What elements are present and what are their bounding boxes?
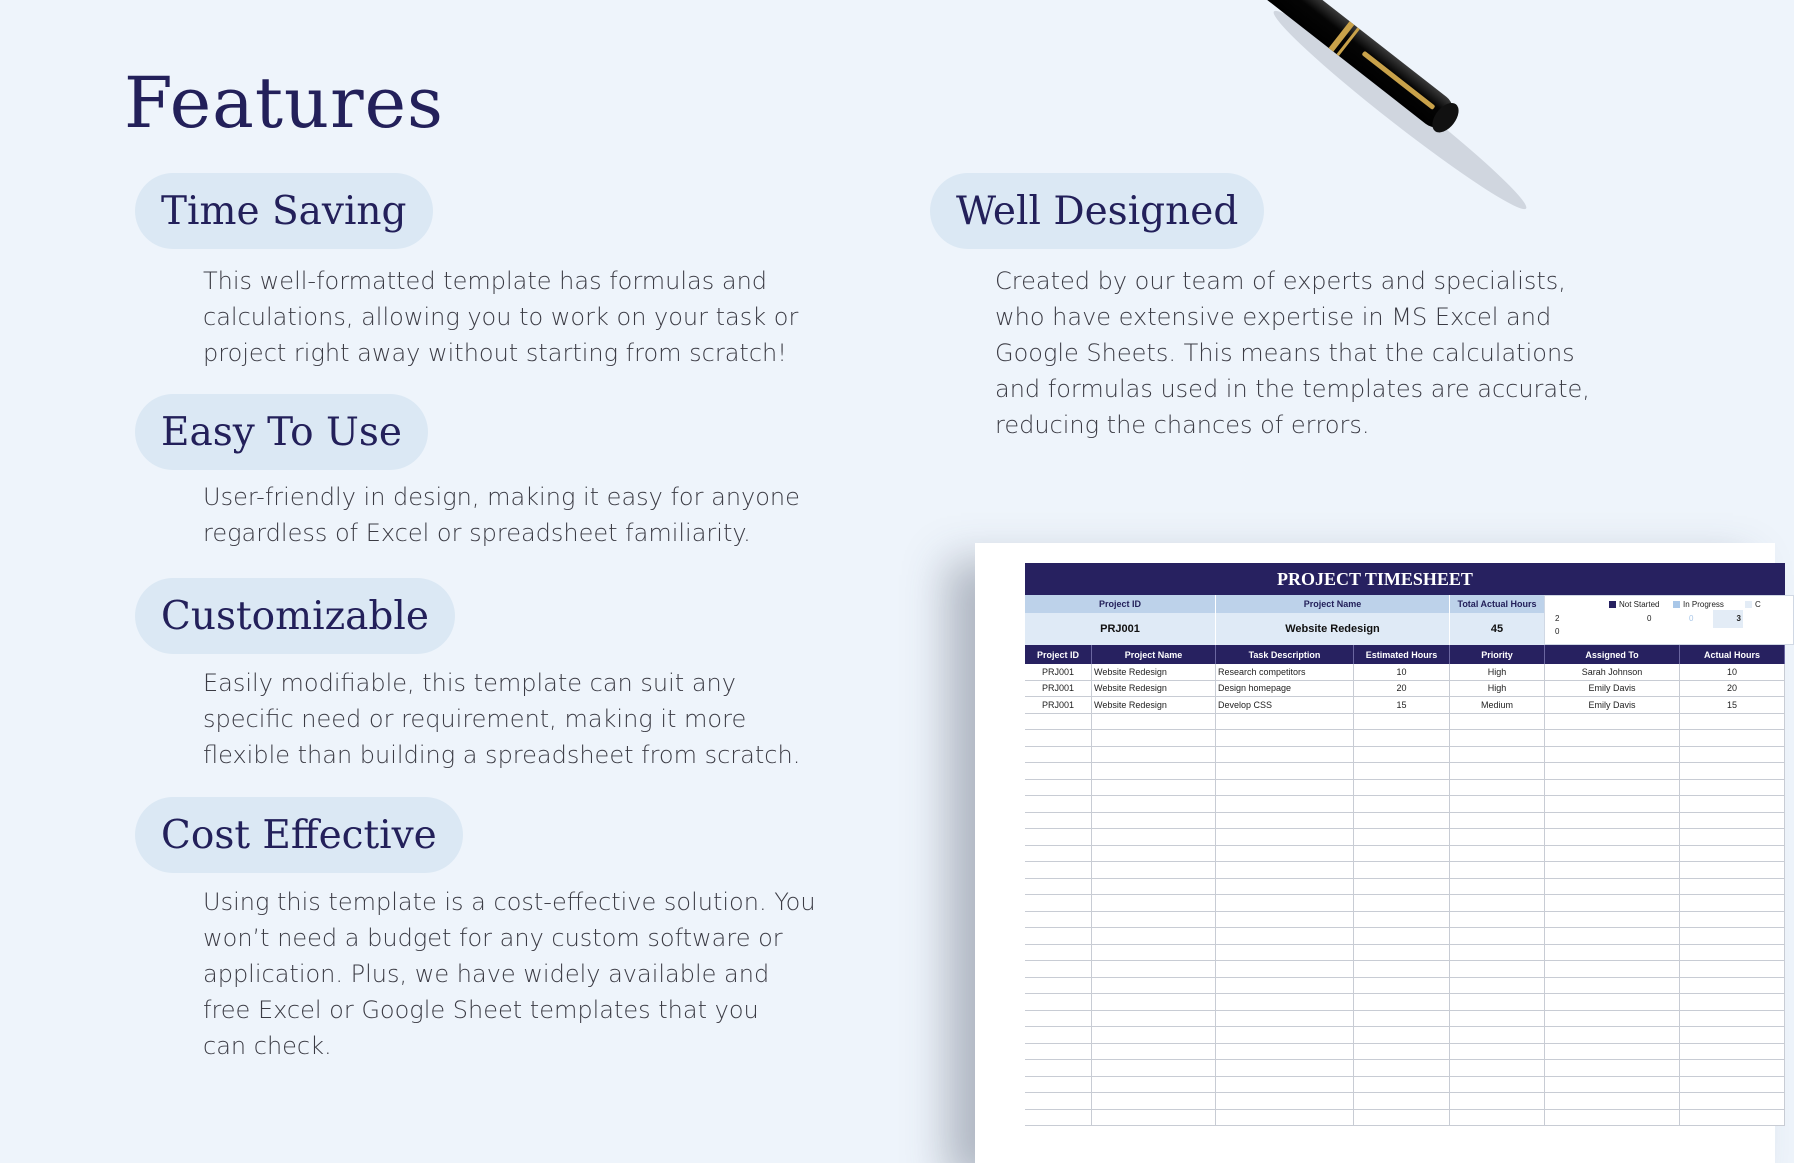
- table-cell[interactable]: [1354, 862, 1450, 879]
- table-cell[interactable]: PRJ001: [1025, 681, 1092, 698]
- desc-line: free Excel or Google Sheet templates that you: [203, 996, 759, 1024]
- desc-line: Created by our team of experts and specialists,: [995, 267, 1566, 295]
- table-row: [1025, 879, 1785, 896]
- table-cell[interactable]: [1545, 1093, 1680, 1110]
- table-cell[interactable]: [1680, 1044, 1785, 1061]
- table-cell[interactable]: [1216, 813, 1354, 830]
- table-cell[interactable]: [1092, 912, 1216, 929]
- table-row: [1025, 1044, 1785, 1061]
- table-cell[interactable]: [1545, 829, 1680, 846]
- table-cell[interactable]: [1216, 961, 1354, 978]
- table-body: [1025, 664, 1785, 1126]
- table-cell[interactable]: [1216, 912, 1354, 929]
- table-cell[interactable]: [1450, 879, 1545, 896]
- chart-value: 0: [1555, 627, 1560, 636]
- table-cell[interactable]: [1545, 928, 1680, 945]
- table-row: [1025, 747, 1785, 764]
- table-cell[interactable]: [1354, 747, 1450, 764]
- table-cell[interactable]: PRJ001: [1025, 664, 1092, 681]
- table-cell[interactable]: [1025, 763, 1092, 780]
- table-cell[interactable]: [1545, 994, 1680, 1011]
- legend-label: Not Started: [1619, 600, 1660, 609]
- table-cell[interactable]: [1354, 1011, 1450, 1028]
- table-cell[interactable]: [1025, 813, 1092, 830]
- table-cell[interactable]: [1092, 714, 1216, 731]
- table-cell[interactable]: [1680, 1077, 1785, 1094]
- table-cell[interactable]: Medium: [1450, 697, 1545, 714]
- table-cell[interactable]: [1680, 862, 1785, 879]
- table-cell[interactable]: [1680, 763, 1785, 780]
- table-cell[interactable]: [1450, 862, 1545, 879]
- table-cell[interactable]: Research competitors: [1216, 664, 1354, 681]
- table-cell[interactable]: [1450, 945, 1545, 962]
- table-row: [1025, 994, 1785, 1011]
- table-cell[interactable]: Develop CSS: [1216, 697, 1354, 714]
- table-row: [1025, 928, 1785, 945]
- table-cell[interactable]: [1092, 763, 1216, 780]
- table-cell[interactable]: [1025, 1077, 1092, 1094]
- table-cell[interactable]: [1025, 994, 1092, 1011]
- table-cell[interactable]: [1450, 895, 1545, 912]
- table-row: [1025, 829, 1785, 846]
- table-cell[interactable]: High: [1450, 664, 1545, 681]
- table-cell[interactable]: [1545, 1044, 1680, 1061]
- table-cell[interactable]: [1092, 945, 1216, 962]
- desc-line: flexible than building a spreadsheet from scratch.: [203, 741, 801, 769]
- table-cell[interactable]: [1680, 879, 1785, 896]
- table-cell[interactable]: [1216, 879, 1354, 896]
- table-cell[interactable]: [1025, 862, 1092, 879]
- meta-header-project-name: Project Name: [1216, 595, 1450, 613]
- table-cell[interactable]: 20: [1354, 681, 1450, 698]
- meta-value-project-id[interactable]: PRJ001: [1025, 613, 1216, 645]
- table-cell[interactable]: [1680, 895, 1785, 912]
- table-cell[interactable]: 15: [1680, 697, 1785, 714]
- table-cell[interactable]: [1545, 763, 1680, 780]
- table-cell[interactable]: [1025, 928, 1092, 945]
- chart-value: 0: [1647, 614, 1652, 623]
- table-cell[interactable]: [1025, 945, 1092, 962]
- table-cell[interactable]: [1545, 912, 1680, 929]
- table-cell[interactable]: [1354, 895, 1450, 912]
- table-row: [1025, 862, 1785, 879]
- desc-line: Easily modifiable, this template can suit any: [203, 669, 736, 697]
- table-row: [1025, 697, 1785, 714]
- table-cell[interactable]: [1545, 1011, 1680, 1028]
- table-cell[interactable]: [1216, 829, 1354, 846]
- table-cell[interactable]: [1354, 1093, 1450, 1110]
- table-cell[interactable]: [1092, 796, 1216, 813]
- table-cell[interactable]: [1545, 1060, 1680, 1077]
- table-cell[interactable]: [1545, 862, 1680, 879]
- legend-label: In Progress: [1683, 600, 1724, 609]
- table-cell[interactable]: [1680, 994, 1785, 1011]
- feature-customizable-title: Customizable: [135, 578, 455, 654]
- desc-line: application. Plus, we have widely available and: [203, 960, 770, 988]
- table-cell[interactable]: [1354, 945, 1450, 962]
- table-cell[interactable]: [1025, 1011, 1092, 1028]
- legend-swatch: [1745, 601, 1752, 608]
- table-cell[interactable]: [1450, 912, 1545, 929]
- page-title: Features: [124, 62, 444, 144]
- feature-time-saving-title: Time Saving: [135, 173, 433, 249]
- table-cell[interactable]: [1216, 928, 1354, 945]
- desc-line: reducing the chances of errors.: [995, 411, 1370, 439]
- table-cell[interactable]: [1450, 1027, 1545, 1044]
- table-cell[interactable]: [1680, 730, 1785, 747]
- table-cell[interactable]: [1680, 978, 1785, 995]
- table-cell[interactable]: [1545, 796, 1680, 813]
- table-cell[interactable]: [1354, 994, 1450, 1011]
- table-cell[interactable]: [1092, 862, 1216, 879]
- table-cell[interactable]: [1450, 846, 1545, 863]
- column-header[interactable]: Estimated Hours: [1354, 645, 1450, 664]
- table-cell[interactable]: 10: [1354, 664, 1450, 681]
- table-cell[interactable]: PRJ001: [1025, 697, 1092, 714]
- table-cell[interactable]: [1025, 780, 1092, 797]
- table-cell[interactable]: [1354, 813, 1450, 830]
- column-header[interactable]: Priority: [1450, 645, 1545, 664]
- table-cell[interactable]: 10: [1680, 664, 1785, 681]
- column-header[interactable]: Project Name: [1092, 645, 1216, 664]
- table-cell[interactable]: [1092, 1077, 1216, 1094]
- meta-value-project-name[interactable]: Website Redesign: [1216, 613, 1450, 645]
- column-header[interactable]: Task Description: [1216, 645, 1354, 664]
- table-cell[interactable]: [1450, 994, 1545, 1011]
- table-cell[interactable]: [1354, 879, 1450, 896]
- table-cell[interactable]: 15: [1354, 697, 1450, 714]
- table-cell[interactable]: Website Redesign: [1092, 664, 1216, 681]
- timesheet: [1025, 563, 1785, 1126]
- table-cell[interactable]: [1354, 763, 1450, 780]
- table-cell[interactable]: [1216, 763, 1354, 780]
- table-row: [1025, 730, 1785, 747]
- table-row: [1025, 978, 1785, 995]
- table-cell[interactable]: Website Redesign: [1092, 697, 1216, 714]
- table-cell[interactable]: [1092, 813, 1216, 830]
- table-cell[interactable]: [1354, 714, 1450, 731]
- table-cell[interactable]: [1025, 1060, 1092, 1077]
- feature-well-designed-text: [995, 263, 1590, 443]
- feature-cost-effective-title: Cost Effective: [135, 797, 463, 873]
- desc-line: calculations, allowing you to work on your task or: [203, 303, 799, 331]
- table-cell[interactable]: [1545, 813, 1680, 830]
- table-cell[interactable]: Emily Davis: [1545, 697, 1680, 714]
- table-cell[interactable]: [1450, 1077, 1545, 1094]
- table-cell[interactable]: [1545, 879, 1680, 896]
- table-cell[interactable]: [1450, 747, 1545, 764]
- table-cell[interactable]: [1025, 879, 1092, 896]
- table-cell[interactable]: [1354, 1077, 1450, 1094]
- table-cell[interactable]: [1216, 747, 1354, 764]
- table-cell[interactable]: [1025, 796, 1092, 813]
- table-cell[interactable]: [1450, 1060, 1545, 1077]
- table-cell[interactable]: [1025, 846, 1092, 863]
- table-cell[interactable]: [1092, 1011, 1216, 1028]
- table-cell[interactable]: [1216, 1027, 1354, 1044]
- table-cell[interactable]: Website Redesign: [1092, 681, 1216, 698]
- table-row: [1025, 1011, 1785, 1028]
- table-cell[interactable]: [1450, 961, 1545, 978]
- desc-line: User-friendly in design, making it easy for anyone: [203, 483, 800, 511]
- desc-line: who have extensive expertise in MS Excel and: [995, 303, 1552, 331]
- legend-swatch: [1673, 601, 1680, 608]
- table-cell[interactable]: [1025, 730, 1092, 747]
- table-cell[interactable]: [1025, 747, 1092, 764]
- table-cell[interactable]: [1545, 714, 1680, 731]
- table-cell[interactable]: [1092, 994, 1216, 1011]
- table-cell[interactable]: [1092, 1110, 1216, 1127]
- table-cell[interactable]: [1216, 730, 1354, 747]
- timesheet-title: PROJECT TIMESHEET: [1025, 563, 1785, 595]
- table-cell[interactable]: [1680, 846, 1785, 863]
- table-cell[interactable]: [1545, 730, 1680, 747]
- table-cell[interactable]: [1025, 978, 1092, 995]
- table-cell[interactable]: [1354, 730, 1450, 747]
- table-cell[interactable]: Design homepage: [1216, 681, 1354, 698]
- table-row: [1025, 714, 1785, 731]
- desc-line: Google Sheets. This means that the calculations: [995, 339, 1575, 367]
- table-cell[interactable]: [1025, 1110, 1092, 1127]
- table-cell[interactable]: [1545, 895, 1680, 912]
- legend-completed: [1745, 600, 1761, 609]
- table-cell[interactable]: [1680, 1110, 1785, 1127]
- table-cell[interactable]: [1092, 1027, 1216, 1044]
- table-cell[interactable]: [1450, 829, 1545, 846]
- table-cell[interactable]: [1092, 928, 1216, 945]
- table-cell[interactable]: [1680, 912, 1785, 929]
- table-cell[interactable]: [1545, 846, 1680, 863]
- table-cell[interactable]: [1025, 1093, 1092, 1110]
- table-cell[interactable]: [1354, 928, 1450, 945]
- table-row: [1025, 681, 1785, 698]
- table-cell[interactable]: [1025, 829, 1092, 846]
- table-cell[interactable]: [1680, 780, 1785, 797]
- table-cell[interactable]: [1545, 1077, 1680, 1094]
- status-chart-legend: [1544, 595, 1794, 645]
- table-cell[interactable]: [1354, 780, 1450, 797]
- table-cell[interactable]: [1450, 813, 1545, 830]
- table-cell[interactable]: [1545, 1027, 1680, 1044]
- desc-line: can check.: [203, 1032, 332, 1060]
- table-cell[interactable]: [1092, 895, 1216, 912]
- table-row: [1025, 763, 1785, 780]
- table-cell[interactable]: [1354, 978, 1450, 995]
- legend-in-progress: [1673, 600, 1724, 609]
- table-row: [1025, 1110, 1785, 1127]
- meta-header-project-id: Project ID: [1025, 595, 1216, 613]
- table-cell[interactable]: [1216, 862, 1354, 879]
- table-cell[interactable]: [1545, 780, 1680, 797]
- table-cell[interactable]: [1545, 961, 1680, 978]
- chart-value: 2: [1555, 614, 1560, 623]
- table-cell[interactable]: [1216, 846, 1354, 863]
- table-header-row: [1025, 645, 1785, 664]
- table-cell[interactable]: [1216, 1044, 1354, 1061]
- table-row: [1025, 1060, 1785, 1077]
- meta-value-total-hours[interactable]: 45: [1450, 613, 1545, 645]
- desc-line: and formulas used in the templates are accurate,: [995, 375, 1590, 403]
- table-cell[interactable]: [1092, 780, 1216, 797]
- table-cell[interactable]: [1680, 1027, 1785, 1044]
- table-cell[interactable]: [1680, 796, 1785, 813]
- legend-label: C: [1755, 600, 1761, 609]
- chart-value: 3: [1713, 610, 1743, 628]
- table-cell[interactable]: [1680, 945, 1785, 962]
- table-cell[interactable]: [1450, 763, 1545, 780]
- table-cell[interactable]: [1680, 747, 1785, 764]
- table-cell[interactable]: [1545, 1110, 1680, 1127]
- table-row: [1025, 1027, 1785, 1044]
- table-cell[interactable]: [1216, 945, 1354, 962]
- table-cell[interactable]: [1092, 1044, 1216, 1061]
- chart-value: 0: [1689, 614, 1694, 623]
- feature-easy-to-use-title: Easy To Use: [135, 394, 428, 470]
- table-cell[interactable]: High: [1450, 681, 1545, 698]
- table-row: [1025, 945, 1785, 962]
- table-cell[interactable]: [1354, 1110, 1450, 1127]
- table-cell[interactable]: [1354, 846, 1450, 863]
- table-cell[interactable]: [1545, 978, 1680, 995]
- table-cell[interactable]: [1450, 1110, 1545, 1127]
- table-cell[interactable]: [1216, 978, 1354, 995]
- table-cell[interactable]: [1680, 961, 1785, 978]
- table-cell[interactable]: [1680, 829, 1785, 846]
- feature-customizable-text: [203, 665, 800, 773]
- table-cell[interactable]: [1025, 1044, 1092, 1061]
- desc-line: won’t need a budget for any custom software or: [203, 924, 783, 952]
- table-cell[interactable]: [1680, 1011, 1785, 1028]
- table-cell[interactable]: [1354, 796, 1450, 813]
- meta-header-total-hours: Total Actual Hours: [1450, 595, 1545, 613]
- table-cell[interactable]: [1450, 796, 1545, 813]
- table-cell[interactable]: [1025, 714, 1092, 731]
- table-cell[interactable]: [1092, 1060, 1216, 1077]
- table-cell[interactable]: Emily Davis: [1545, 681, 1680, 698]
- table-row: [1025, 846, 1785, 863]
- table-cell[interactable]: [1025, 961, 1092, 978]
- table-cell[interactable]: [1216, 780, 1354, 797]
- feature-well-designed-title: Well Designed: [930, 173, 1264, 249]
- desc-line: specific need or requirement, making it more: [203, 705, 747, 733]
- table-cell[interactable]: [1092, 978, 1216, 995]
- table-cell[interactable]: [1092, 730, 1216, 747]
- feature-time-saving-text: [203, 263, 798, 371]
- table-cell[interactable]: [1025, 895, 1092, 912]
- table-row: [1025, 912, 1785, 929]
- table-cell[interactable]: [1025, 1027, 1092, 1044]
- table-cell[interactable]: [1354, 912, 1450, 929]
- table-cell[interactable]: [1680, 1060, 1785, 1077]
- column-header[interactable]: Project ID: [1025, 645, 1092, 664]
- table-cell[interactable]: [1216, 895, 1354, 912]
- column-header[interactable]: Actual Hours: [1680, 645, 1785, 664]
- table-cell[interactable]: [1545, 945, 1680, 962]
- table-cell[interactable]: [1216, 714, 1354, 731]
- table-cell[interactable]: [1216, 1077, 1354, 1094]
- table-cell[interactable]: [1450, 730, 1545, 747]
- table-row: [1025, 664, 1785, 681]
- table-cell[interactable]: [1450, 1093, 1545, 1110]
- table-cell[interactable]: [1680, 813, 1785, 830]
- table-row: [1025, 780, 1785, 797]
- desc-line: Using this template is a cost-effective solution. You: [203, 888, 816, 916]
- desc-line: regardless of Excel or spreadsheet familiarity.: [203, 519, 751, 547]
- table-cell[interactable]: [1680, 1093, 1785, 1110]
- table-cell[interactable]: [1092, 747, 1216, 764]
- table-cell[interactable]: [1216, 1060, 1354, 1077]
- table-row: [1025, 1077, 1785, 1094]
- table-cell[interactable]: [1092, 829, 1216, 846]
- table-cell[interactable]: [1450, 780, 1545, 797]
- table-row: [1025, 796, 1785, 813]
- table-row: [1025, 961, 1785, 978]
- table-row: [1025, 1093, 1785, 1110]
- table-cell[interactable]: [1354, 961, 1450, 978]
- table-cell[interactable]: [1450, 714, 1545, 731]
- table-cell[interactable]: Sarah Johnson: [1545, 664, 1680, 681]
- table-cell[interactable]: [1354, 829, 1450, 846]
- spreadsheet-preview: [975, 543, 1775, 1163]
- table-cell[interactable]: [1216, 1011, 1354, 1028]
- table-cell[interactable]: [1092, 846, 1216, 863]
- desc-line: project right away without starting from scratch!: [203, 339, 787, 367]
- table-cell[interactable]: [1354, 1027, 1450, 1044]
- table-cell[interactable]: [1216, 796, 1354, 813]
- table-cell[interactable]: [1354, 1044, 1450, 1061]
- table-cell[interactable]: [1450, 1044, 1545, 1061]
- desc-line: This well-formatted template has formulas and: [203, 267, 768, 295]
- table-cell[interactable]: [1216, 1093, 1354, 1110]
- table-cell[interactable]: 20: [1680, 681, 1785, 698]
- table-cell[interactable]: [1680, 714, 1785, 731]
- table-cell[interactable]: [1216, 1110, 1354, 1127]
- legend-swatch: [1609, 601, 1616, 608]
- table-cell[interactable]: [1025, 912, 1092, 929]
- table-cell[interactable]: [1450, 928, 1545, 945]
- table-cell[interactable]: [1450, 1011, 1545, 1028]
- table-cell[interactable]: [1216, 994, 1354, 1011]
- table-row: [1025, 813, 1785, 830]
- table-row: [1025, 895, 1785, 912]
- table-cell[interactable]: [1545, 747, 1680, 764]
- feature-easy-to-use-text: [203, 479, 800, 551]
- table-cell[interactable]: [1092, 879, 1216, 896]
- table-cell[interactable]: [1092, 961, 1216, 978]
- table-cell[interactable]: [1450, 978, 1545, 995]
- pen-decoration: [1210, 0, 1540, 180]
- table-cell[interactable]: [1092, 1093, 1216, 1110]
- legend-not-started: [1609, 600, 1659, 609]
- table-cell[interactable]: [1354, 1060, 1450, 1077]
- feature-cost-effective-text: [203, 884, 816, 1064]
- table-cell[interactable]: [1680, 928, 1785, 945]
- column-header[interactable]: Assigned To: [1545, 645, 1680, 664]
